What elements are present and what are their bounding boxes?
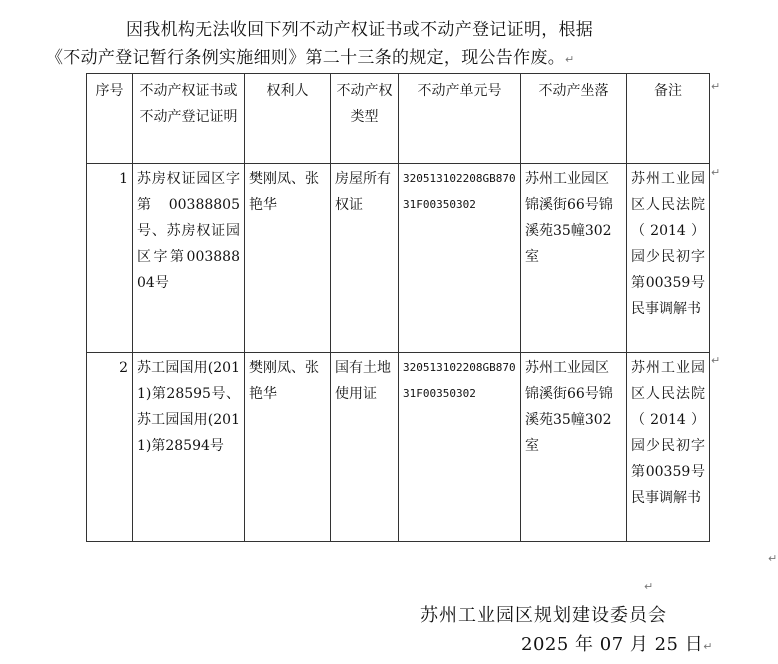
row-unit: 320513102208GB87031F00350302 (399, 164, 521, 353)
paragraph-mark-icon: ↵ (644, 580, 654, 593)
header-type: 不动产权类型 (331, 74, 399, 164)
header-owner: 权利人 (245, 74, 331, 164)
paragraph-mark-icon: ↵ (711, 80, 721, 93)
row-type: 房屋所有权证 (331, 164, 399, 353)
row-cert: 苏工园国用(2011)第28595号、苏工园国用(2011)第28594号 (133, 353, 245, 542)
paragraph-mark-icon: ↵ (703, 640, 713, 653)
header-seq: 序号 (87, 74, 133, 164)
issuing-organization: 苏州工业园区规划建设委员会 (420, 605, 667, 626)
row-seq: 1 (87, 164, 133, 353)
issue-date-text: 2025 年 07 月 25 日 (521, 634, 704, 655)
intro-line-2: 《不动产登记暂行条例实施细则》第二十三条的规定，现公告作废。 (46, 48, 565, 68)
paragraph-mark-icon: ↵ (711, 354, 721, 367)
row-note: 苏州工业园区人民法院（2014）园少民初字第00359号民事调解书 (627, 353, 710, 542)
paragraph-mark-icon: ↵ (768, 552, 778, 565)
notice-intro (46, 16, 726, 74)
header-location: 不动产坐落 (521, 74, 627, 164)
paragraph-mark-icon: ↵ (711, 166, 721, 179)
row-location: 苏州工业园区锦溪街66号锦溪苑35幢302室 (521, 353, 627, 542)
row-seq: 2 (87, 353, 133, 542)
row-owner: 樊刚凤、张艳华 (245, 164, 331, 353)
row-unit: 320513102208GB87031F00350302 (399, 353, 521, 542)
issue-date (521, 630, 712, 656)
intro-line-1: 因我机构无法收回下列不动产权证书或不动产登记证明，根据 (126, 20, 594, 40)
row-location: 苏州工业园区锦溪街66号锦溪苑35幢302室 (521, 164, 627, 353)
header-unit: 不动产单元号 (399, 74, 521, 164)
row-owner: 樊刚凤、张艳华 (245, 353, 331, 542)
row-cert: 苏房权证园区字第00388805号、苏房权证园区字第00388804号 (133, 164, 245, 353)
header-note: 备注 (627, 74, 710, 164)
header-cert: 不动产权证书或不动产登记证明 (133, 74, 245, 164)
void-certificate-table (86, 73, 710, 542)
row-note: 苏州工业园区人民法院（2014）园少民初字第00359号民事调解书 (627, 164, 710, 353)
row-type: 国有土地使用证 (331, 353, 399, 542)
table-header-row (87, 74, 710, 164)
table-row (87, 164, 710, 353)
table-row (87, 353, 710, 542)
paragraph-mark-icon: ↵ (565, 53, 575, 66)
